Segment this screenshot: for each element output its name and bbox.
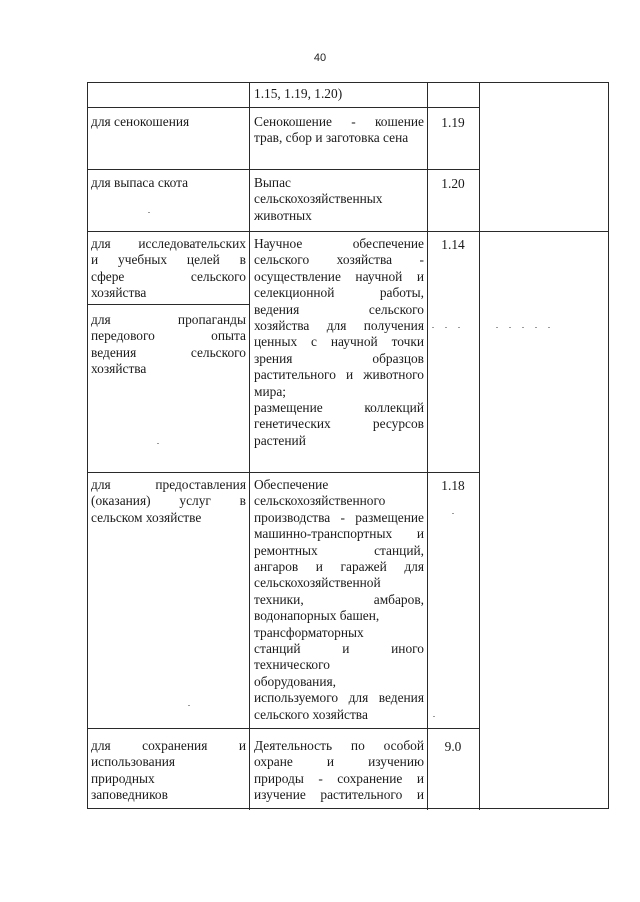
row-4-description <box>254 477 424 723</box>
description-line: Обеспечение <box>254 477 329 492</box>
description-line: техники, амбаров, <box>254 591 424 607</box>
description-line: ценных с научной точки <box>254 334 424 350</box>
description-line: Сенокошение - кошение <box>254 114 424 129</box>
description-line: сельского хозяйства <box>254 706 368 722</box>
row-1-purpose <box>91 114 246 130</box>
purpose-line: передового опыта <box>91 328 246 344</box>
description-line: Научное обеспечение <box>254 236 424 251</box>
description-line: технического <box>254 657 330 673</box>
row-5-code: 9.0 <box>444 739 462 754</box>
scan-speck <box>496 327 498 328</box>
description-line: осуществление научной и <box>254 268 424 284</box>
description-line: производства - размещение <box>254 509 424 525</box>
row-2-code: 1.20 <box>441 176 465 191</box>
description-line: растений <box>254 432 306 448</box>
purpose-line: использования <box>91 754 176 770</box>
row-2-purpose <box>91 175 246 191</box>
description-line: хозяйства для получения <box>254 318 424 334</box>
description-line: генетических ресурсов <box>254 416 424 432</box>
purpose-line: и учебных целей в <box>91 252 246 268</box>
purpose-line: природных <box>91 770 155 786</box>
row-1-description <box>254 114 424 147</box>
scan-speck <box>522 327 524 328</box>
description-line: мира; <box>254 383 286 399</box>
row-1-code: 1.19 <box>441 115 465 130</box>
purpose-line: для исследовательских <box>91 236 246 251</box>
description-line: сельского хозяйства - <box>254 252 424 268</box>
scan-speck <box>433 716 435 717</box>
row-divider-4 <box>88 472 480 473</box>
purpose-line: сфере сельского <box>91 268 246 284</box>
description-line: размещение коллекций <box>254 400 424 416</box>
row-3-purpose-second <box>91 312 246 378</box>
description-line: селекционной работы, <box>254 285 424 301</box>
row-divider-3 <box>88 231 609 232</box>
description-line: изучение растительного и <box>254 787 424 803</box>
description-line: животных <box>254 207 312 223</box>
scan-speck <box>548 327 550 328</box>
row-5-purpose <box>91 738 246 804</box>
purpose-line: для выпаса скота <box>91 175 189 190</box>
row-divider-1 <box>88 107 480 108</box>
description-line: охране и изучению <box>254 754 424 770</box>
purpose-subdivider <box>88 304 250 305</box>
purpose-line: ведения сельского <box>91 344 246 360</box>
purpose-line: для предоставления <box>91 477 246 492</box>
scan-speck <box>535 327 537 328</box>
description-line: станций и иного <box>254 641 424 657</box>
description-line: ремонтных станций, <box>254 542 424 558</box>
description-line: сельскохозяйственного <box>254 493 386 509</box>
description-line: водонапорных башен, <box>254 608 380 624</box>
row-3-description <box>254 236 424 449</box>
description-line: Деятельность по особой <box>254 738 424 753</box>
row-4-code: 1.18 <box>441 478 465 493</box>
row-divider-2 <box>88 169 480 170</box>
description-line: ведения сельского <box>254 301 424 317</box>
description-line: оборудования, <box>254 673 337 689</box>
description-line: сельскохозяйственных <box>254 191 383 207</box>
purpose-line: заповедников <box>91 787 168 803</box>
scan-speck <box>458 327 460 328</box>
row-divider-5 <box>88 728 480 729</box>
purpose-line: хозяйства <box>91 285 147 301</box>
description-line: 1.15, 1.19, 1.20) <box>254 86 343 101</box>
purpose-line: для пропаганды <box>91 312 246 327</box>
purpose-line: хозяйства <box>91 361 147 377</box>
row-3-code: 1.14 <box>441 237 465 252</box>
description-line: Выпас <box>254 175 291 190</box>
purpose-line: для сенокошения <box>91 114 190 129</box>
purpose-line: для сохранения и <box>91 738 246 753</box>
scan-speck <box>157 443 159 444</box>
scan-speck <box>188 705 190 706</box>
scan-speck <box>432 327 434 328</box>
purpose-line: сельском хозяйстве <box>91 509 202 525</box>
description-line: природы - сохранение и <box>254 770 424 786</box>
row-2-description <box>254 175 424 224</box>
column-divider-3 <box>479 83 480 810</box>
description-line: используемого для ведения <box>254 690 424 706</box>
scan-speck <box>452 513 454 514</box>
scan-speck <box>148 212 150 213</box>
row-0-description <box>254 86 424 102</box>
scan-speck <box>509 327 511 328</box>
column-divider-1 <box>249 83 250 810</box>
description-line: ангаров и гаражей для <box>254 559 424 575</box>
scan-speck <box>445 327 447 328</box>
row-4-purpose <box>91 477 246 526</box>
row-5-description <box>254 738 424 804</box>
description-line: зрения образцов <box>254 350 424 366</box>
column-divider-2 <box>427 83 428 810</box>
row-3-purpose <box>91 236 246 302</box>
description-line: машинно-транспортных и <box>254 526 424 542</box>
description-line: трав, сбор и заготовка сена <box>254 130 409 146</box>
page-number: 40 <box>313 52 327 64</box>
purpose-line: (оказания) услуг в <box>91 493 246 509</box>
description-line: растительного и животного <box>254 367 424 383</box>
description-line: трансформаторных <box>254 624 364 640</box>
description-line: сельскохозяйственной <box>254 575 381 591</box>
